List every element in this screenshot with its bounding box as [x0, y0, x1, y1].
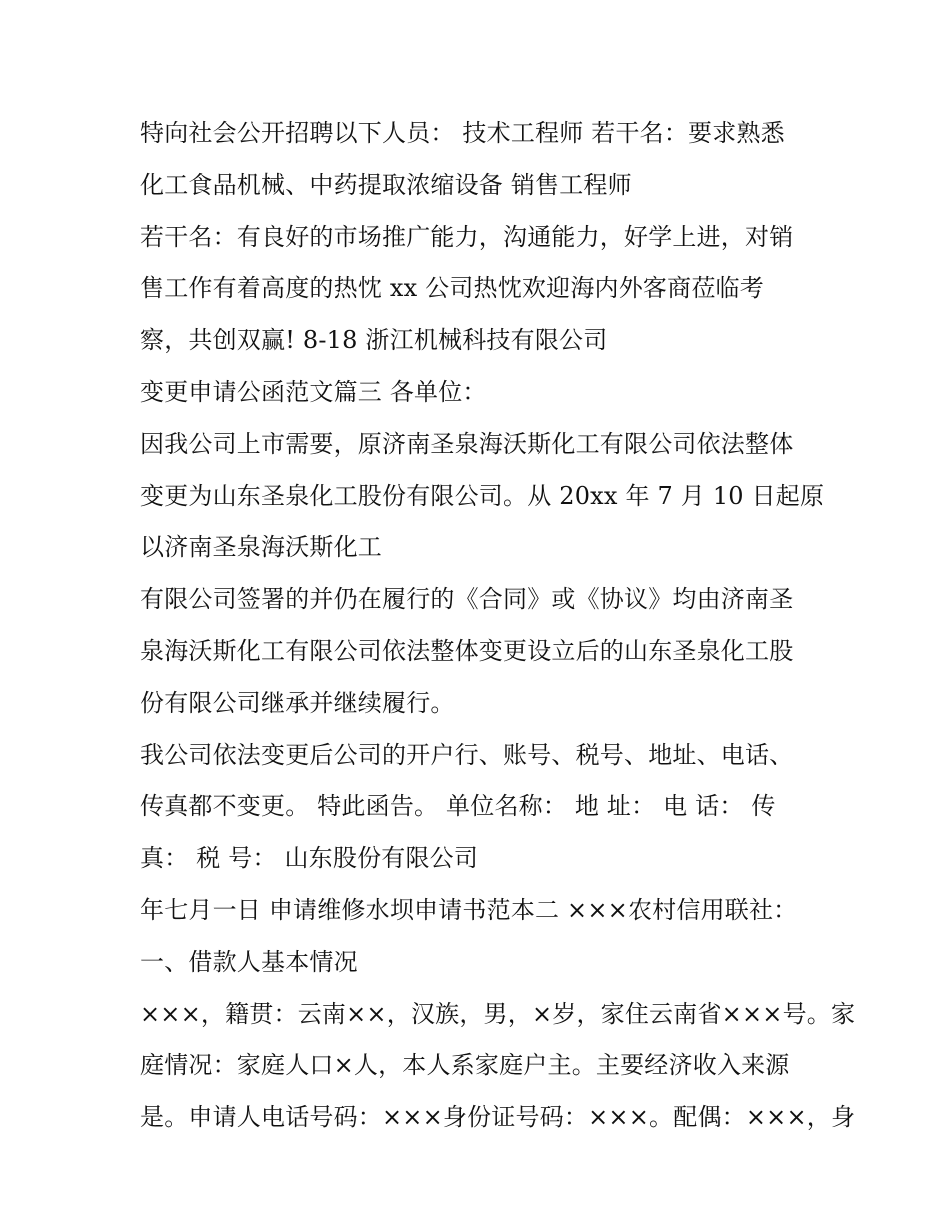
text-line: 份有限公司继承并继续履行。 — [140, 688, 455, 717]
text-line: 是。申请人电话号码：×××身份证号码：×××。配偶：×××，身 — [140, 1103, 856, 1132]
text-line: 变更为山东圣泉化工股份有限公司。从 20xx 年 7 月 10 日起原 — [140, 481, 825, 510]
text-line: ×××，籍贯：云南××，汉族，男，×岁，家住云南省×××号。家 — [140, 999, 856, 1028]
text-line: 特向社会公开招聘以下人员： 技术工程师 若干名：要求熟悉 — [140, 119, 785, 147]
text-line: 化工食品机械、中药提取浓缩设备 销售工程师 — [140, 170, 632, 199]
text-line: 我公司依法变更后公司的开户行、账号、税号、地址、电话、 — [140, 740, 794, 769]
text-line: 年七月一日 申请维修水坝申请书范本二 ×××农村信用联社： — [140, 895, 798, 924]
text-line: 察，共创双赢! 8-18 浙江机械科技有限公司 — [140, 326, 608, 355]
text-line: 传真都不变更。 特此函告。 单位名称： 地 址： 电 话： 传 — [140, 792, 776, 821]
text-line: 有限公司签署的并仍在履行的《合同》或《协议》均由济南圣 — [140, 585, 794, 614]
text-line: 因我公司上市需要，原济南圣泉海沃斯化工有限公司依法整体 — [140, 429, 794, 458]
text-line: 以济南圣泉海沃斯化工 — [140, 533, 382, 562]
text-line: 泉海沃斯化工有限公司依法整体变更设立后的山东圣泉化工股 — [140, 636, 794, 665]
document-body — [140, 108, 856, 1144]
text-line: 变更申请公函范文篇三 各单位： — [140, 377, 487, 406]
text-line: 一、借款人基本情况 — [140, 947, 358, 976]
text-line: 庭情况：家庭人口×人，本人系家庭户主。主要经济收入来源 — [140, 1051, 790, 1080]
text-line: 真： 税 号： 山东股份有限公司 — [140, 844, 479, 873]
text-line: 售工作有着高度的热忱 xx 公司热忱欢迎海内外客商莅临考 — [140, 274, 764, 303]
text-line: 若干名：有良好的市场推广能力，沟通能力，好学上进，对销 — [140, 222, 794, 251]
